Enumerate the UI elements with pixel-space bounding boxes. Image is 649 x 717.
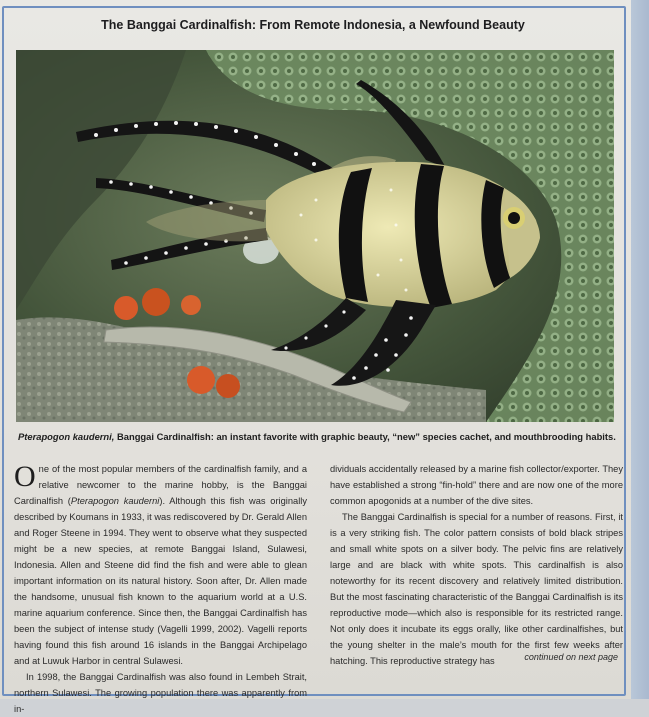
- fish-photo: [16, 50, 614, 422]
- text-column-left: [14, 461, 307, 717]
- paragraph: The Banggai Cardinalfish is special for a number of reasons. First, it is a very striking fish. The color pattern consists of bold black stripes and small white spots on a silver body. The pelvic fins are relatively large and are black with white spots. This cardinalfish is also noteworthy for its recent discovery and relatively limited distribution. But the most fascinating characteristic of the Banggai Cardinalfish is its reproductive mode—which also is responsible for its restricted range. Not only does it incubate its eggs orally, like other cardinalfishes, but the young shelter in the male’s mouth for the first few weeks after hatching. This reproductive strategy has: [330, 512, 623, 666]
- page-edge: [631, 0, 649, 699]
- banggai-cardinalfish-illustration: [16, 50, 614, 422]
- paragraph-text: ne of the most popular members of the cardinalfish family, and a relative newcomer to the marine hobby, is the Banggai Cardinalfish (: [14, 464, 307, 506]
- drop-cap: O: [14, 460, 36, 493]
- article-title: The Banggai Cardinalfish: From Remote Indonesia, a Newfound Beauty: [101, 18, 525, 32]
- caption-text: Banggai Cardinalfish: an instant favorite with graphic beauty, “new” species cachet, and mouthbrooding habits.: [114, 431, 616, 442]
- paragraph-text: ). Although this fish was originally described by Koumans in 1933, it was rediscovered by Dr. Gerald Allen and Roger Steene in 1994. They went to observe what they suspected might be a new species, at remote Banggai Island, Sulawesi, Indonesia. Allen and Steene did find the fish and were able to glean important information on its natural history. Soon after, Dr. Allen made the handsome, unusual fish known to the aquarium world at a U.S. marine aquarium conference. Since then, the Banggai Cardinalfish has been the subject of intense study (Vagelli 1999, 2002). Vagelli reports having found this fish around 16 islands in the Banggai Archipelago and at Luwuk Harbor in central Sulawesi.: [14, 496, 307, 666]
- photo-caption: [18, 431, 616, 442]
- paragraph: In 1998, the Banggai Cardinalfish was also found in Lembeh Strait, northern Sulawesi. The growing population there was apparently from in-: [14, 672, 307, 714]
- text-column-right: [330, 461, 623, 669]
- caption-species: Pterapogon kauderni,: [18, 431, 115, 442]
- paragraph: [14, 461, 307, 669]
- continued-note: continued on next page: [524, 652, 618, 662]
- species-name: Pterapogon kauderni: [70, 496, 160, 506]
- paragraph: dividuals accidentally released by a marine fish collector/exporter. They have established a strong “fin-hold” there and are now one of the more common apogonids at a number of the dive sites.: [330, 464, 623, 506]
